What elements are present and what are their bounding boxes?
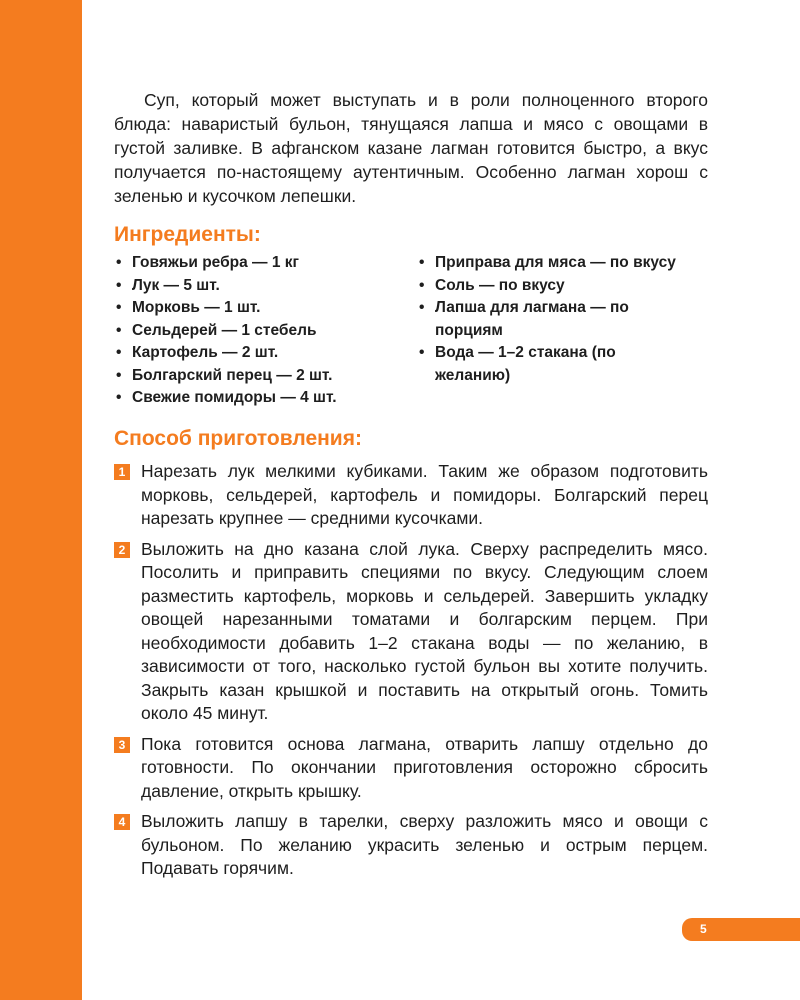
ingredients-column-right [417, 252, 687, 410]
intro-paragraph: Суп, который может выступать и в роли полноценного второго блюда: наваристый бульон, тянущаяся лапша и мясо с овощами в густой заливке. В афганском казане лагман готовится быстро, а вкус получается по-настоящему аутентичным. Особенно лагман хорош с зеленью и кусочком лепешки. [114, 90, 708, 206]
ingredient-item: • Свежие помидоры — 4 шт. [114, 387, 417, 410]
ingredient-item: • Приправа для мяса — по вкусу [417, 252, 687, 275]
method-step [114, 733, 708, 804]
ingredient-item: • Соль — по вкусу [417, 275, 687, 298]
orange-side-bar [0, 0, 82, 1000]
method-steps [114, 460, 708, 888]
step-number-badge: 1 [114, 464, 130, 480]
ingredient-item: • Сельдерей — 1 стебель [114, 320, 417, 343]
step-text: Выложить лапшу в тарелки, сверху разложить мясо и овощи с бульоном. По желанию украсить зеленью и острым перцем. Подавать горячим. [141, 811, 708, 878]
method-step [114, 810, 708, 881]
ingredients-list [114, 252, 708, 410]
ingredient-item: • Морковь — 1 шт. [114, 297, 417, 320]
step-text: Нарезать лук мелкими кубиками. Таким же образом подготовить морковь, сельдерей, картофель и помидоры. Болгарский перец нарезать крупнее — средними кусочками. [141, 461, 708, 528]
method-step [114, 538, 708, 726]
step-number-badge: 2 [114, 542, 130, 558]
method-heading: Способ приготовления: [114, 427, 362, 450]
ingredient-item: • Болгарский перец — 2 шт. [114, 365, 417, 388]
recipe-content [114, 88, 708, 878]
ingredients-heading: Ингредиенты: [114, 223, 261, 246]
step-text: Пока готовится основа лагмана, отварить лапшу отдельно до готовности. По окончании приготовления осторожно сбросить давление, открыть крышку. [141, 733, 708, 801]
step-number-badge: 3 [114, 737, 130, 753]
page-number: 5 [700, 922, 707, 936]
step-number-badge: 4 [114, 814, 130, 830]
ingredient-item: • Лапша для лагмана — по порциям [417, 297, 687, 342]
ingredients-column-left [114, 252, 417, 410]
method-step [114, 460, 708, 531]
step-text: Выложить на дно казана слой лука. Сверху распределить мясо. Посолить и приправить специями по вкусу. Следующим слоем разместить картофель, морковь и сельдерей. Завершить укладку овощей нарезанными томатами и болгарским перцем. При необходимости добавить 1–2 стакана воды — по желанию, в зависимости от того, насколько густой бульон вы хотите получить. Закрыть казан крышкой и поставить на открытый огонь. Томить около 45 минут. [141, 538, 708, 723]
page-number-tab [682, 918, 800, 941]
ingredient-item: • Лук — 5 шт. [114, 275, 417, 298]
ingredient-item: • Вода — 1–2 стакана (по желанию) [417, 342, 687, 387]
ingredient-item: • Говяжьи ребра — 1 кг [114, 252, 417, 275]
ingredient-item: • Картофель — 2 шт. [114, 342, 417, 365]
